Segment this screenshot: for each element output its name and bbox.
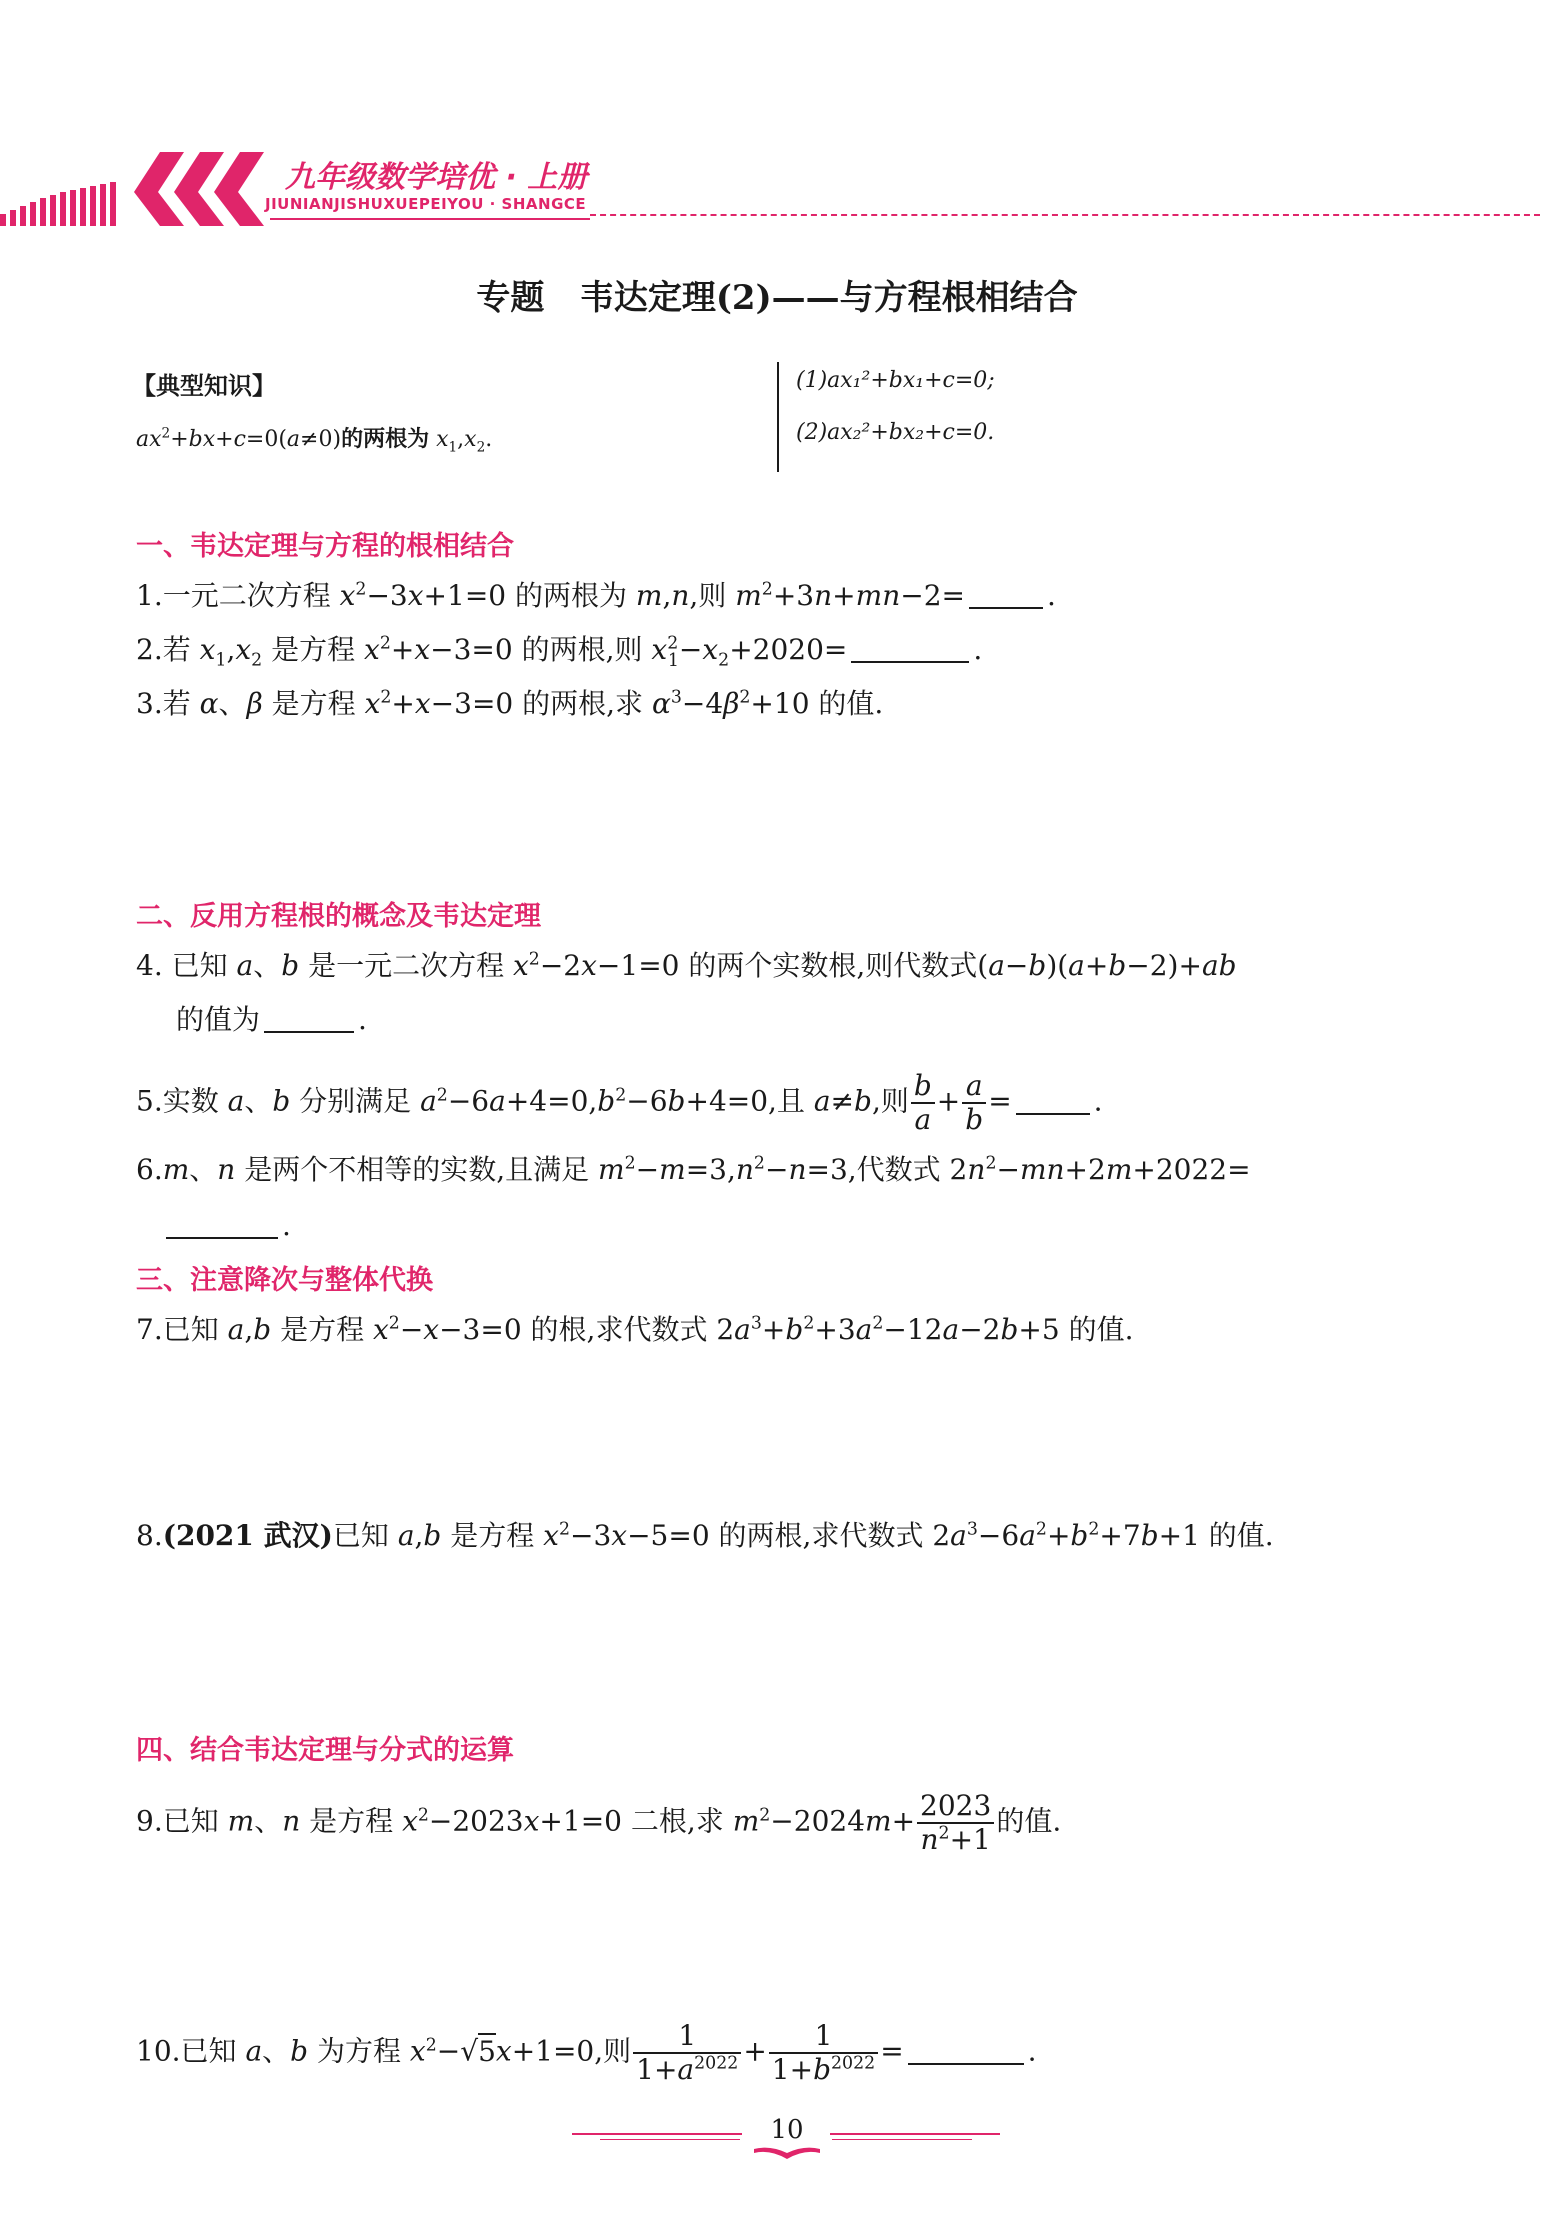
book-icon (752, 2145, 822, 2161)
answer-blank-5[interactable] (1016, 1085, 1090, 1115)
header-banner (0, 140, 1554, 230)
knowledge-equation: $ax^2+bx+c=0(a\ne 0)$的两根为 $x_1,x_2$. (136, 425, 493, 456)
knowledge-condition-1: (1)ax₁²+bx₁+c=0; (796, 368, 995, 393)
section-2-heading: 二、反用方程根的概念及韦达定理 (136, 901, 541, 932)
question-1: 1.一元二次方程 $x^2-3x+1=0$ 的两根为 m,n,则 $m^2+3n+mn-2=$ . (136, 579, 1056, 612)
footer-rule-left-2 (600, 2139, 740, 2140)
question-3: 3.若 α、β 是方程 $x^2+x-3=0$ 的两根,求 $\alpha^3-4\beta^2+10$ 的值. (136, 687, 884, 720)
header-title-cn: 九年级数学培优 · 上册 (285, 160, 588, 195)
question-10: 10.已知 a、b 为方程 $x^2-√5x+1=0$,则 $\frac{1}{1+a^{2022}}$ + $\frac{1}{1+b^{2022}}$ = . (136, 2019, 1037, 2087)
header-title-pinyin: JIUNIANJISHUXUEPEIYOU · SHANGCE (265, 195, 587, 213)
question-7: 7.已知 a,b 是方程 $x^2-x-3=0$ 的根,求代数式 $2a^3+b^2+3a^2-12a-2b+5$ 的值. (136, 1313, 1134, 1346)
section-4-heading: 四、结合韦达定理与分式的运算 (136, 1735, 514, 1766)
answer-blank-2[interactable] (851, 633, 969, 663)
answer-blank-6[interactable] (166, 1209, 278, 1239)
question-6-cont: . (136, 1206, 291, 1246)
footer (0, 2105, 1554, 2165)
footer-rule-right (830, 2133, 1000, 2135)
question-6: 6.m、n 是两个不相等的实数,且满足 $m^2-m=3,n^2-n=3$,代数式 $2n^2-mn+2m+2022=$ (136, 1153, 1251, 1186)
question-4: 4. 已知 a、b 是一元二次方程 $x^2-2x-1=0$ 的两个实数根,则代数式(a−b)(a+b−2)+ab (136, 949, 1237, 982)
section-3-heading: 三、注意降次与整体代换 (136, 1265, 433, 1296)
knowledge-label: 【典型知识】 (132, 372, 276, 400)
answer-blank-1[interactable] (969, 579, 1043, 609)
section-1-heading: 一、韦达定理与方程的根相结合 (136, 531, 514, 562)
answer-blank-10[interactable] (908, 2035, 1024, 2065)
question-5: 5.实数 a、b 分别满足 $a^2-6a+4=0,b^2-6b+4=0$,且 a≠b,则 $\frac{b}{a}$ + $\frac{a}{b}$ = . (136, 1069, 1103, 1137)
knowledge-divider (777, 362, 779, 472)
knowledge-condition-2: (2)ax₂²+bx₂+c=0. (796, 420, 995, 445)
question-4-cont: 的值为 . (176, 1003, 367, 1036)
answer-blank-4[interactable] (264, 1003, 354, 1033)
question-2: 2.若 $x_1,x_2$ 是方程 $x^2+x-3=0$ 的两根,则 $x^2_1-x_2+2020=$ . (136, 633, 983, 671)
knowledge-prefix: 的两根为 (341, 426, 430, 452)
footer-rule-right-2 (832, 2139, 972, 2140)
question-9: 9.已知 m、n 是方程 $x^2-2023x+1=0$ 二根,求 $m^2-2024m+$ $\frac{2023}{n^2+1}$ 的值. (136, 1789, 1062, 1857)
topic-title: 专题 韦达定理(2)——与方程根相结合 (476, 278, 1078, 318)
header-dashed-rule (590, 214, 1540, 216)
footer-rule-left (572, 2133, 742, 2135)
question-8: 8.(2021 武汉)已知 a,b 是方程 $x^2-3x-5=0$ 的两根,求代数式 $2a^3-6a^2+b^2+7b+1$ 的值. (136, 1519, 1274, 1552)
page-number: 10 (770, 2115, 804, 2145)
header-solid-rule (270, 218, 590, 220)
chevron-decoration-icon (0, 140, 320, 230)
